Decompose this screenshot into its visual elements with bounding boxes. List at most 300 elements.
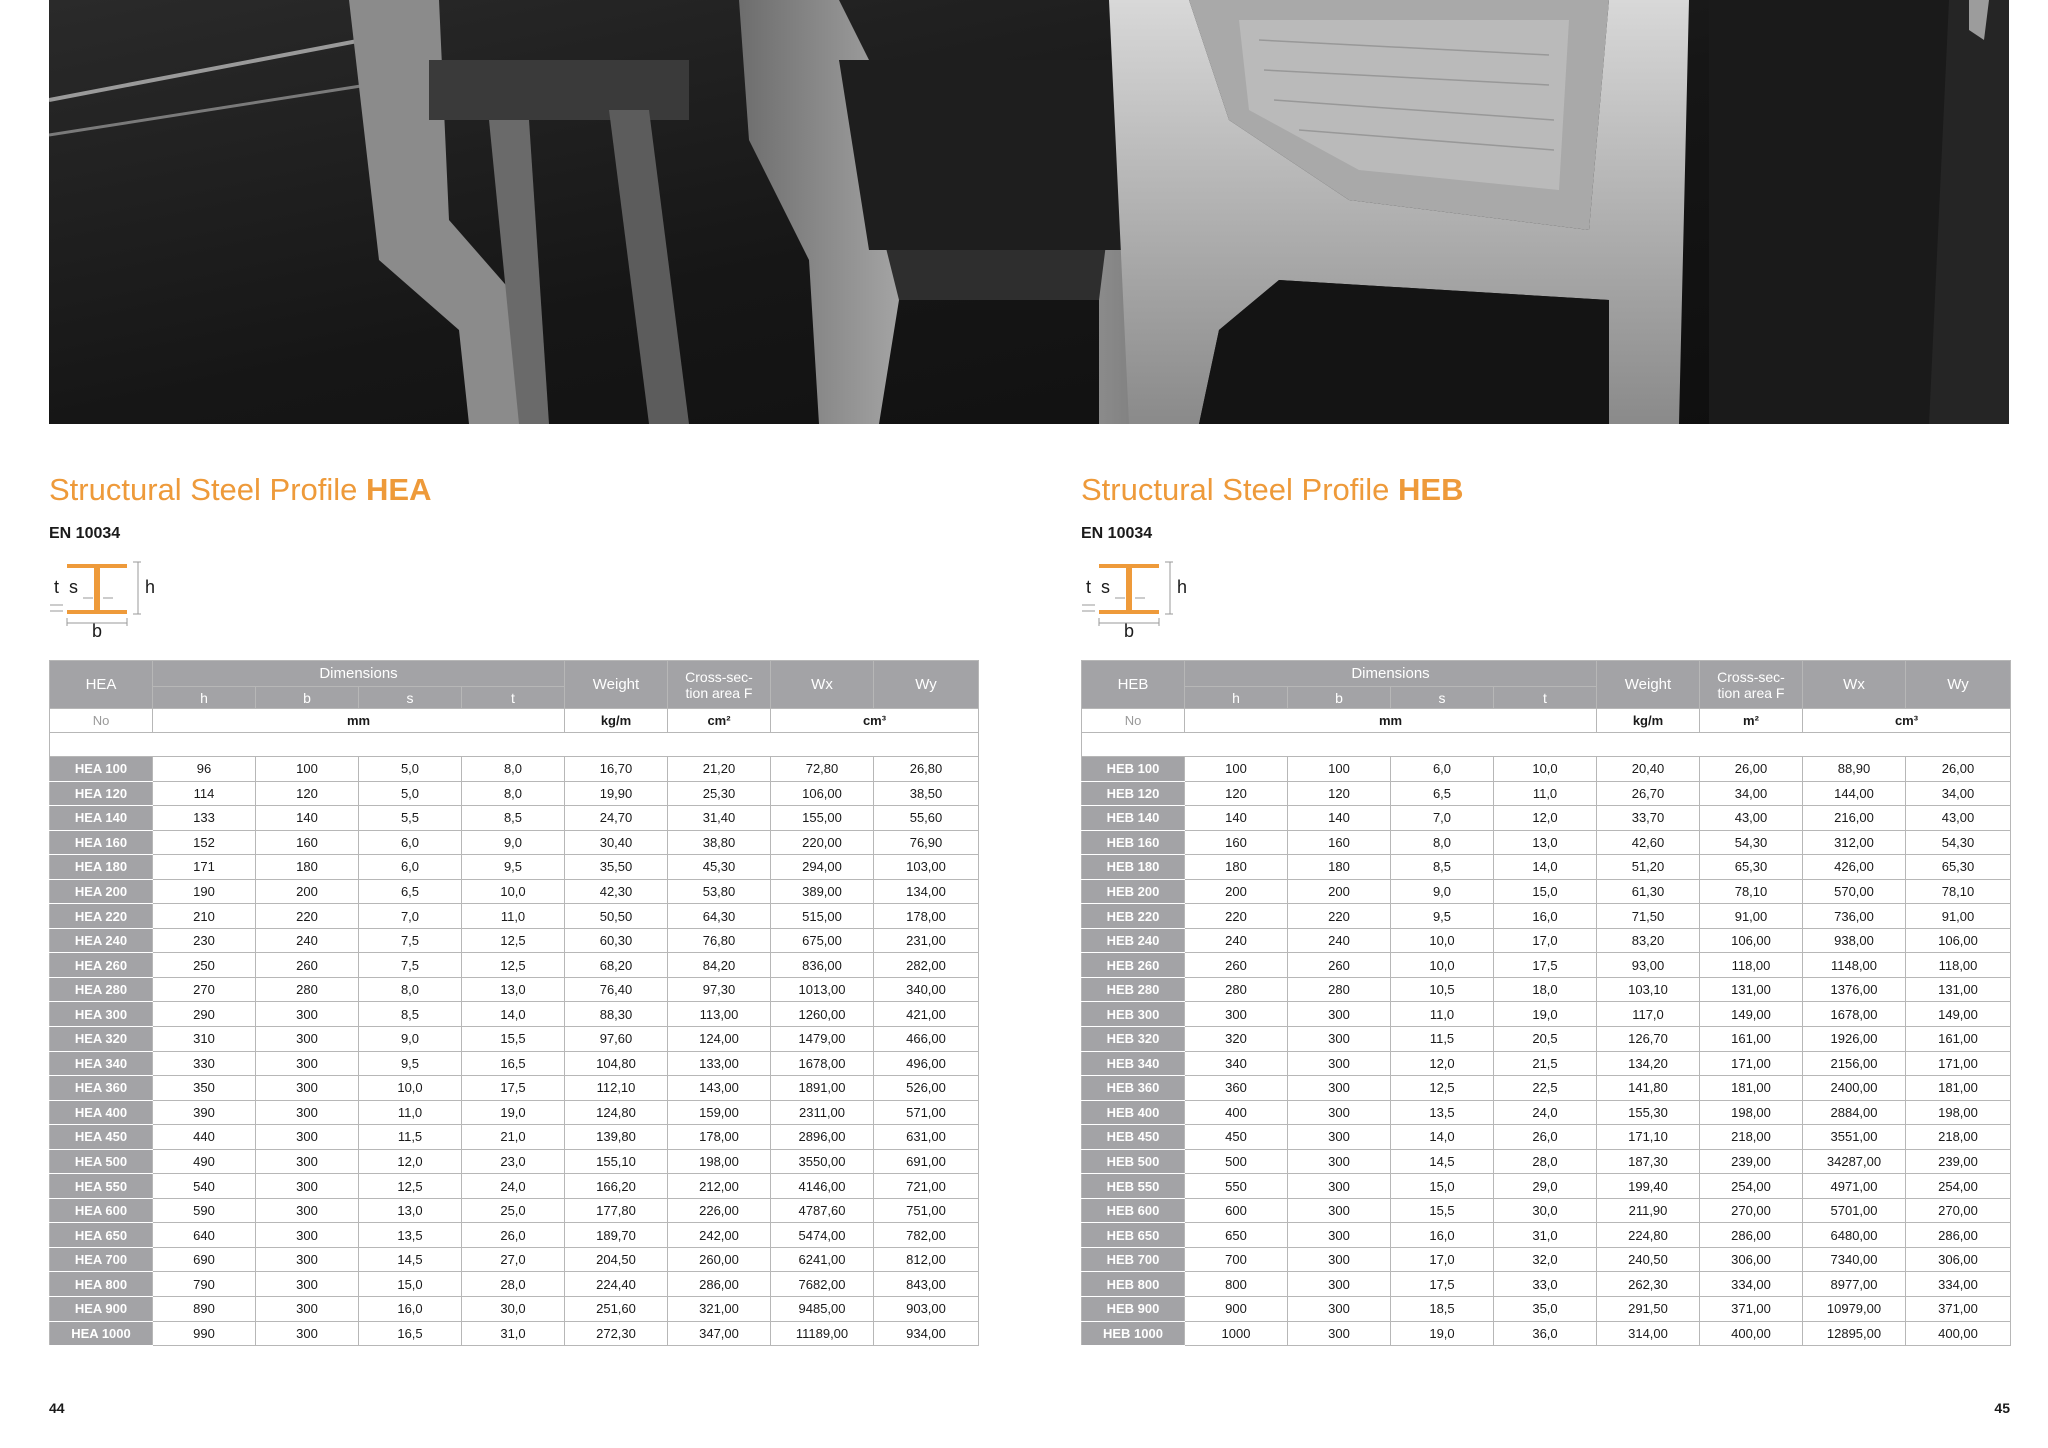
table-cell: 198,00 [668, 1149, 771, 1174]
table-cell: 106,00 [1700, 928, 1803, 953]
table-cell: 17,0 [1391, 1247, 1494, 1272]
table-cell: 721,00 [874, 1174, 979, 1199]
table-cell: 10,0 [1391, 953, 1494, 978]
table-cell: 11,5 [359, 1125, 462, 1150]
table-cell: 300 [256, 1100, 359, 1125]
table-cell: 33,70 [1597, 806, 1700, 831]
table-cell: 843,00 [874, 1272, 979, 1297]
table-cell: 300 [256, 1297, 359, 1322]
table-cell: 96 [153, 757, 256, 782]
table-cell: 24,70 [565, 806, 668, 831]
table-cell: 78,10 [1700, 879, 1803, 904]
table-cell: 140 [1288, 806, 1391, 831]
table-cell: 2311,00 [771, 1100, 874, 1125]
profile-name-cell: HEA 100 [50, 757, 153, 782]
table-cell: 200 [1288, 879, 1391, 904]
table-cell: 8,5 [359, 1002, 462, 1027]
table-cell: 43,00 [1700, 806, 1803, 831]
table-cell: 152 [153, 830, 256, 855]
table-cell: 300 [256, 1174, 359, 1199]
table-cell: 20,5 [1494, 1027, 1597, 1052]
table-row [50, 1198, 979, 1223]
table-cell: 300 [256, 1125, 359, 1150]
table-cell: 189,70 [565, 1223, 668, 1248]
table-cell: 21,20 [668, 757, 771, 782]
table-cell: 31,40 [668, 806, 771, 831]
table-cell: 26,00 [1700, 757, 1803, 782]
table-cell: 204,50 [565, 1247, 668, 1272]
table-cell: 571,00 [874, 1100, 979, 1125]
table-cell: 22,5 [1494, 1076, 1597, 1101]
table-cell: 26,70 [1597, 781, 1700, 806]
table-row [1082, 1002, 2011, 1027]
table-row [50, 1297, 979, 1322]
table-cell: 250 [153, 953, 256, 978]
table-cell: 13,0 [462, 977, 565, 1002]
profile-name-cell: HEA 1000 [50, 1321, 153, 1346]
table-cell: 140 [1185, 806, 1288, 831]
table-cell: 9,5 [1391, 904, 1494, 929]
table-cell: 1000 [1185, 1321, 1288, 1346]
table-row [1082, 1198, 2011, 1223]
table-cell: 9,5 [462, 855, 565, 880]
table-cell: 14,0 [1494, 855, 1597, 880]
table-row [50, 830, 979, 855]
unit-mm: mm [153, 709, 565, 733]
table-cell: 10,5 [1391, 977, 1494, 1002]
table-spacer [50, 733, 979, 757]
table-cell: 210 [153, 904, 256, 929]
table-cell: 8,0 [462, 781, 565, 806]
table-cell: 389,00 [771, 879, 874, 904]
table-cell: 12,0 [1391, 1051, 1494, 1076]
table-cell: 26,00 [1906, 757, 2011, 782]
hea-section [49, 470, 978, 1341]
table-cell: 700 [1185, 1247, 1288, 1272]
table-cell: 117,0 [1597, 1002, 1700, 1027]
table-cell: 421,00 [874, 1002, 979, 1027]
table-cell: 15,0 [359, 1272, 462, 1297]
page-title-hea: Structural Steel Profile HEA [49, 472, 432, 507]
table-cell: 254,00 [1906, 1174, 2011, 1199]
profile-name-cell: HEB 260 [1082, 953, 1185, 978]
table-cell: 120 [1288, 781, 1391, 806]
table-cell: 334,00 [1906, 1272, 2011, 1297]
table-row [1082, 1125, 2011, 1150]
table-cell: 16,70 [565, 757, 668, 782]
diagram-label-b: b [1124, 621, 1135, 638]
table-cell: 141,80 [1597, 1076, 1700, 1101]
table-cell: 15,5 [462, 1027, 565, 1052]
table-cell: 13,0 [1494, 830, 1597, 855]
table-cell: 131,00 [1906, 977, 2011, 1002]
table-cell: 260 [256, 953, 359, 978]
table-cell: 76,40 [565, 977, 668, 1002]
profile-name-cell: HEA 120 [50, 781, 153, 806]
header-cross-section: Cross-sec- tion area F [668, 661, 771, 709]
table-cell: 88,30 [565, 1002, 668, 1027]
table-cell: 550 [1185, 1174, 1288, 1199]
table-cell: 12,5 [462, 953, 565, 978]
profile-name-cell: HEB 200 [1082, 879, 1185, 904]
table-cell: 30,0 [1494, 1198, 1597, 1223]
table-cell: 220 [1288, 904, 1391, 929]
table-cell: 114 [153, 781, 256, 806]
table-cell: 26,80 [874, 757, 979, 782]
profile-name-cell: HEB 160 [1082, 830, 1185, 855]
table-cell: 54,30 [1906, 830, 2011, 855]
profile-name-cell: HEA 650 [50, 1223, 153, 1248]
table-cell: 140 [256, 806, 359, 831]
table-cell: 6,0 [359, 855, 462, 880]
unit-weight: kg/m [1597, 709, 1700, 733]
table-row [50, 928, 979, 953]
table-cell: 6241,00 [771, 1247, 874, 1272]
profile-name-cell: HEB 360 [1082, 1076, 1185, 1101]
header-dim-b: b [256, 687, 359, 709]
header-wy: Wy [874, 661, 979, 709]
table-cell: 19,90 [565, 781, 668, 806]
table-cell: 300 [1288, 1198, 1391, 1223]
table-cell: 106,00 [1906, 928, 2011, 953]
table-cell: 171,10 [1597, 1125, 1700, 1150]
table-cell: 7682,00 [771, 1272, 874, 1297]
table-cell: 640 [153, 1223, 256, 1248]
table-cell: 220 [1185, 904, 1288, 929]
table-cell: 11,0 [1494, 781, 1597, 806]
profile-name-cell: HEA 550 [50, 1174, 153, 1199]
table-cell: 350 [153, 1076, 256, 1101]
table-cell: 124,00 [668, 1027, 771, 1052]
profile-name-cell: HEB 100 [1082, 757, 1185, 782]
table-cell: 314,00 [1597, 1321, 1700, 1346]
table-cell: 190 [153, 879, 256, 904]
table-cell: 312,00 [1803, 830, 1906, 855]
table-cell: 10979,00 [1803, 1297, 1906, 1322]
header-wx: Wx [1803, 661, 1906, 709]
table-cell: 155,10 [565, 1149, 668, 1174]
table-cell: 426,00 [1803, 855, 1906, 880]
table-cell: 2400,00 [1803, 1076, 1906, 1101]
table-cell: 104,80 [565, 1051, 668, 1076]
table-cell: 15,0 [1494, 879, 1597, 904]
table-cell: 12,5 [359, 1174, 462, 1199]
unit-no: No [50, 709, 153, 733]
table-cell: 300 [1288, 1223, 1391, 1248]
table-cell: 1678,00 [1803, 1002, 1906, 1027]
table-cell: 570,00 [1803, 879, 1906, 904]
steel-beams-photo [49, 0, 2009, 424]
table-cell: 139,80 [565, 1125, 668, 1150]
table-cell: 65,30 [1700, 855, 1803, 880]
table-cell: 103,10 [1597, 977, 1700, 1002]
header-dim-t: t [1494, 687, 1597, 709]
profile-name-cell: HEB 280 [1082, 977, 1185, 1002]
hea-table [49, 660, 979, 1346]
table-cell: 14,0 [462, 1002, 565, 1027]
table-cell: 30,0 [462, 1297, 565, 1322]
table-cell: 160 [1185, 830, 1288, 855]
table-cell: 24,0 [462, 1174, 565, 1199]
table-cell: 23,0 [462, 1149, 565, 1174]
table-cell: 171,00 [1700, 1051, 1803, 1076]
table-cell: 782,00 [874, 1223, 979, 1248]
table-cell: 675,00 [771, 928, 874, 953]
table-cell: 120 [256, 781, 359, 806]
table-cell: 220,00 [771, 830, 874, 855]
steel-beams-illustration [49, 0, 2009, 424]
table-cell: 17,5 [1494, 953, 1597, 978]
table-cell: 2156,00 [1803, 1051, 1906, 1076]
table-row [50, 1125, 979, 1150]
table-cell: 347,00 [668, 1321, 771, 1346]
table-cell: 262,30 [1597, 1272, 1700, 1297]
table-cell: 280 [256, 977, 359, 1002]
table-cell: 61,30 [1597, 879, 1700, 904]
table-cell: 240 [256, 928, 359, 953]
table-cell: 9,0 [1391, 879, 1494, 904]
table-cell: 490 [153, 1149, 256, 1174]
table-cell: 9,0 [462, 830, 565, 855]
profile-name-cell: HEB 220 [1082, 904, 1185, 929]
table-cell: 300 [1288, 1027, 1391, 1052]
table-cell: 15,0 [1391, 1174, 1494, 1199]
table-cell: 160 [256, 830, 359, 855]
table-cell: 600 [1185, 1198, 1288, 1223]
table-cell: 300 [256, 1076, 359, 1101]
table-cell: 340,00 [874, 977, 979, 1002]
table-row [1082, 1100, 2011, 1125]
table-cell: 8,0 [462, 757, 565, 782]
table-cell: 54,30 [1700, 830, 1803, 855]
table-row [50, 904, 979, 929]
table-cell: 300 [256, 1198, 359, 1223]
table-row [1082, 830, 2011, 855]
table-cell: 631,00 [874, 1125, 979, 1150]
table-cell: 239,00 [1700, 1149, 1803, 1174]
table-cell: 17,5 [1391, 1272, 1494, 1297]
table-cell: 155,00 [771, 806, 874, 831]
table-cell: 6,5 [1391, 781, 1494, 806]
profile-name-cell: HEA 220 [50, 904, 153, 929]
table-cell: 177,80 [565, 1198, 668, 1223]
table-cell: 118,00 [1700, 953, 1803, 978]
table-cell: 78,10 [1906, 879, 2011, 904]
profile-name-cell: HEB 550 [1082, 1174, 1185, 1199]
table-cell: 12,0 [1494, 806, 1597, 831]
table-row [1082, 1076, 2011, 1101]
table-cell: 16,5 [359, 1321, 462, 1346]
profile-name-cell: HEB 400 [1082, 1100, 1185, 1125]
table-cell: 60,30 [565, 928, 668, 953]
table-row [50, 781, 979, 806]
table-cell: 17,0 [1494, 928, 1597, 953]
table-cell: 133,00 [668, 1051, 771, 1076]
table-cell: 34,00 [1906, 781, 2011, 806]
unit-area: m² [1700, 709, 1803, 733]
table-cell: 181,00 [1700, 1076, 1803, 1101]
profile-name-cell: HEA 500 [50, 1149, 153, 1174]
table-cell: 5701,00 [1803, 1198, 1906, 1223]
table-row [1082, 855, 2011, 880]
table-cell: 64,30 [668, 904, 771, 929]
table-row [50, 977, 979, 1002]
table-cell: 72,80 [771, 757, 874, 782]
table-cell: 390 [153, 1100, 256, 1125]
table-row [1082, 1027, 2011, 1052]
table-cell: 321,00 [668, 1297, 771, 1322]
table-cell: 300 [1288, 1125, 1391, 1150]
table-cell: 200 [256, 879, 359, 904]
table-cell: 300 [256, 1272, 359, 1297]
table-cell: 28,0 [462, 1272, 565, 1297]
table-cell: 118,00 [1906, 953, 2011, 978]
table-cell: 890 [153, 1297, 256, 1322]
table-cell: 306,00 [1906, 1247, 2011, 1272]
table-cell: 260 [1185, 953, 1288, 978]
table-cell: 34,00 [1700, 781, 1803, 806]
table-cell: 330 [153, 1051, 256, 1076]
table-cell: 10,0 [359, 1076, 462, 1101]
profile-name-cell: HEA 400 [50, 1100, 153, 1125]
table-cell: 300 [1288, 1174, 1391, 1199]
table-cell: 286,00 [1906, 1223, 2011, 1248]
table-cell: 53,80 [668, 879, 771, 904]
table-cell: 400,00 [1906, 1321, 2011, 1346]
table-cell: 300 [1288, 1272, 1391, 1297]
table-cell: 11,5 [1391, 1027, 1494, 1052]
table-cell: 76,90 [874, 830, 979, 855]
table-cell: 200 [1185, 879, 1288, 904]
profile-name-cell: HEA 200 [50, 879, 153, 904]
table-cell: 7,0 [1391, 806, 1494, 831]
table-cell: 9,5 [359, 1051, 462, 1076]
table-cell: 14,5 [1391, 1149, 1494, 1174]
table-spacer [1082, 733, 2011, 757]
table-cell: 300 [256, 1051, 359, 1076]
table-row [1082, 1297, 2011, 1322]
profile-name-cell: HEA 900 [50, 1297, 153, 1322]
table-cell: 270 [153, 977, 256, 1002]
page-number-left: 44 [49, 1400, 65, 1416]
table-cell: 650 [1185, 1223, 1288, 1248]
table-cell: 31,0 [462, 1321, 565, 1346]
hea-table-body [50, 757, 979, 1346]
table-cell: 25,30 [668, 781, 771, 806]
table-cell: 5,0 [359, 781, 462, 806]
table-cell: 340 [1185, 1051, 1288, 1076]
table-cell: 218,00 [1906, 1125, 2011, 1150]
profile-name-cell: HEB 600 [1082, 1198, 1185, 1223]
table-cell: 360 [1185, 1076, 1288, 1101]
table-cell: 300 [1288, 1002, 1391, 1027]
table-cell: 12,0 [359, 1149, 462, 1174]
table-cell: 7,0 [359, 904, 462, 929]
table-cell: 149,00 [1906, 1002, 2011, 1027]
table-cell: 990 [153, 1321, 256, 1346]
table-cell: 231,00 [874, 928, 979, 953]
table-cell: 31,0 [1494, 1223, 1597, 1248]
table-cell: 6480,00 [1803, 1223, 1906, 1248]
table-cell: 38,80 [668, 830, 771, 855]
table-cell: 178,00 [874, 904, 979, 929]
table-cell: 4787,60 [771, 1198, 874, 1223]
profile-name-cell: HEB 500 [1082, 1149, 1185, 1174]
table-row [50, 1223, 979, 1248]
table-row [50, 1100, 979, 1125]
table-cell: 3550,00 [771, 1149, 874, 1174]
table-cell: 300 [1288, 1100, 1391, 1125]
profile-name-cell: HEA 260 [50, 953, 153, 978]
table-row [1082, 1247, 2011, 1272]
profile-name-cell: HEB 140 [1082, 806, 1185, 831]
table-cell: 42,60 [1597, 830, 1700, 855]
unit-no: No [1082, 709, 1185, 733]
table-cell: 836,00 [771, 953, 874, 978]
table-cell: 8,0 [359, 977, 462, 1002]
table-cell: 282,00 [874, 953, 979, 978]
table-cell: 938,00 [1803, 928, 1906, 953]
table-cell: 9,0 [359, 1027, 462, 1052]
table-cell: 91,00 [1906, 904, 2011, 929]
diagram-label-h: h [1177, 577, 1188, 597]
table-cell: 903,00 [874, 1297, 979, 1322]
table-cell: 1891,00 [771, 1076, 874, 1101]
table-cell: 934,00 [874, 1321, 979, 1346]
table-cell: 55,60 [874, 806, 979, 831]
table-cell: 1926,00 [1803, 1027, 1906, 1052]
table-cell: 224,40 [565, 1272, 668, 1297]
table-cell: 42,30 [565, 879, 668, 904]
table-row [1082, 1272, 2011, 1297]
table-cell: 306,00 [1700, 1247, 1803, 1272]
table-cell: 12,5 [1391, 1076, 1494, 1101]
table-cell: 97,60 [565, 1027, 668, 1052]
table-row [50, 1149, 979, 1174]
table-cell: 30,40 [565, 830, 668, 855]
table-cell: 199,40 [1597, 1174, 1700, 1199]
table-cell: 310 [153, 1027, 256, 1052]
table-cell: 17,5 [462, 1076, 565, 1101]
header-dim-b: b [1288, 687, 1391, 709]
profile-name-cell: HEA 340 [50, 1051, 153, 1076]
table-cell: 240 [1185, 928, 1288, 953]
table-cell: 27,0 [462, 1247, 565, 1272]
profile-name-cell: HEB 180 [1082, 855, 1185, 880]
table-cell: 496,00 [874, 1051, 979, 1076]
table-cell: 112,10 [565, 1076, 668, 1101]
table-cell: 812,00 [874, 1247, 979, 1272]
table-cell: 371,00 [1700, 1297, 1803, 1322]
table-cell: 466,00 [874, 1027, 979, 1052]
table-cell: 2884,00 [1803, 1100, 1906, 1125]
profile-name-cell: HEA 180 [50, 855, 153, 880]
table-cell: 181,00 [1906, 1076, 2011, 1101]
table-cell: 800 [1185, 1272, 1288, 1297]
table-cell: 11189,00 [771, 1321, 874, 1346]
table-cell: 45,30 [668, 855, 771, 880]
table-cell: 14,5 [359, 1247, 462, 1272]
table-cell: 103,00 [874, 855, 979, 880]
table-cell: 134,00 [874, 879, 979, 904]
diagram-label-h: h [145, 577, 156, 597]
diagram-label-s: s [69, 577, 78, 597]
table-cell: 6,0 [359, 830, 462, 855]
table-cell: 12895,00 [1803, 1321, 1906, 1346]
table-cell: 212,00 [668, 1174, 771, 1199]
profile-name-cell: HEB 450 [1082, 1125, 1185, 1150]
table-cell: 97,30 [668, 977, 771, 1002]
